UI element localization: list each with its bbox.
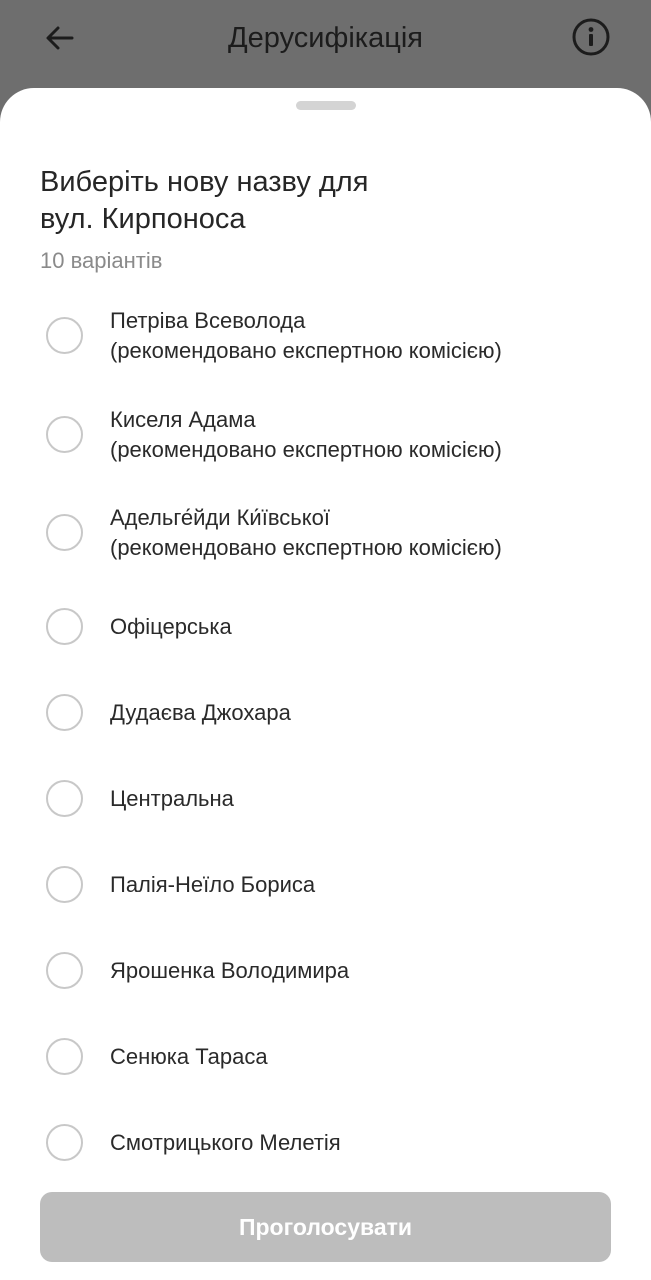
option-name: Ярошенка Володимира [110, 958, 350, 983]
app-bar [0, 0, 651, 90]
option-name: Дудаєва Джохара [110, 700, 291, 725]
option-5[interactable] [0, 693, 651, 733]
option-label [110, 405, 630, 465]
bottom-sheet [0, 88, 651, 1280]
option-name: Сенюка Тараса [110, 1044, 268, 1069]
option-name: Центральна [110, 786, 234, 811]
option-name: Офіцерська [110, 614, 232, 639]
option-name: Киселя Адама [110, 407, 256, 432]
heading-line-1: Виберіть нову назву для [40, 166, 369, 198]
drag-handle[interactable] [296, 101, 356, 110]
radio-button[interactable] [46, 780, 83, 817]
option-name: Палія-Неїло Бориса [110, 872, 316, 897]
option-label [110, 306, 630, 366]
radio-button[interactable] [46, 416, 83, 453]
option-3[interactable] [0, 503, 651, 563]
page-title: Дерусифікація [228, 22, 423, 54]
radio-button[interactable] [46, 317, 83, 354]
option-note: (рекомендовано експертною комісією) [110, 338, 502, 363]
option-7[interactable] [0, 865, 651, 905]
option-8[interactable] [0, 951, 651, 991]
heading-line-2: вул. Кирпоноса [40, 203, 246, 235]
option-name: Смотрицького Мелетія [110, 1130, 341, 1155]
option-6[interactable] [0, 779, 651, 819]
info-button[interactable] [569, 15, 613, 59]
option-10[interactable] [0, 1123, 651, 1163]
radio-button[interactable] [46, 1038, 83, 1075]
option-2[interactable] [0, 405, 651, 465]
radio-button[interactable] [46, 608, 83, 645]
radio-button[interactable] [46, 866, 83, 903]
sheet-heading [40, 164, 600, 238]
vote-button[interactable]: Проголосувати [40, 1192, 611, 1262]
variants-count: 10 варіантів [40, 248, 163, 273]
option-note: (рекомендовано експертною комісією) [110, 437, 502, 462]
option-9[interactable] [0, 1037, 651, 1077]
option-4[interactable] [0, 607, 651, 647]
option-name: Адельге́йди Ки́ївської [110, 505, 330, 530]
radio-button[interactable] [46, 952, 83, 989]
info-icon [571, 17, 611, 57]
option-name: Петріва Всеволода [110, 308, 306, 333]
radio-button[interactable] [46, 514, 83, 551]
radio-button[interactable] [46, 1124, 83, 1161]
option-note: (рекомендовано експертною комісією) [110, 535, 502, 560]
radio-button[interactable] [46, 694, 83, 731]
option-label [110, 503, 630, 563]
option-1[interactable] [0, 306, 651, 366]
